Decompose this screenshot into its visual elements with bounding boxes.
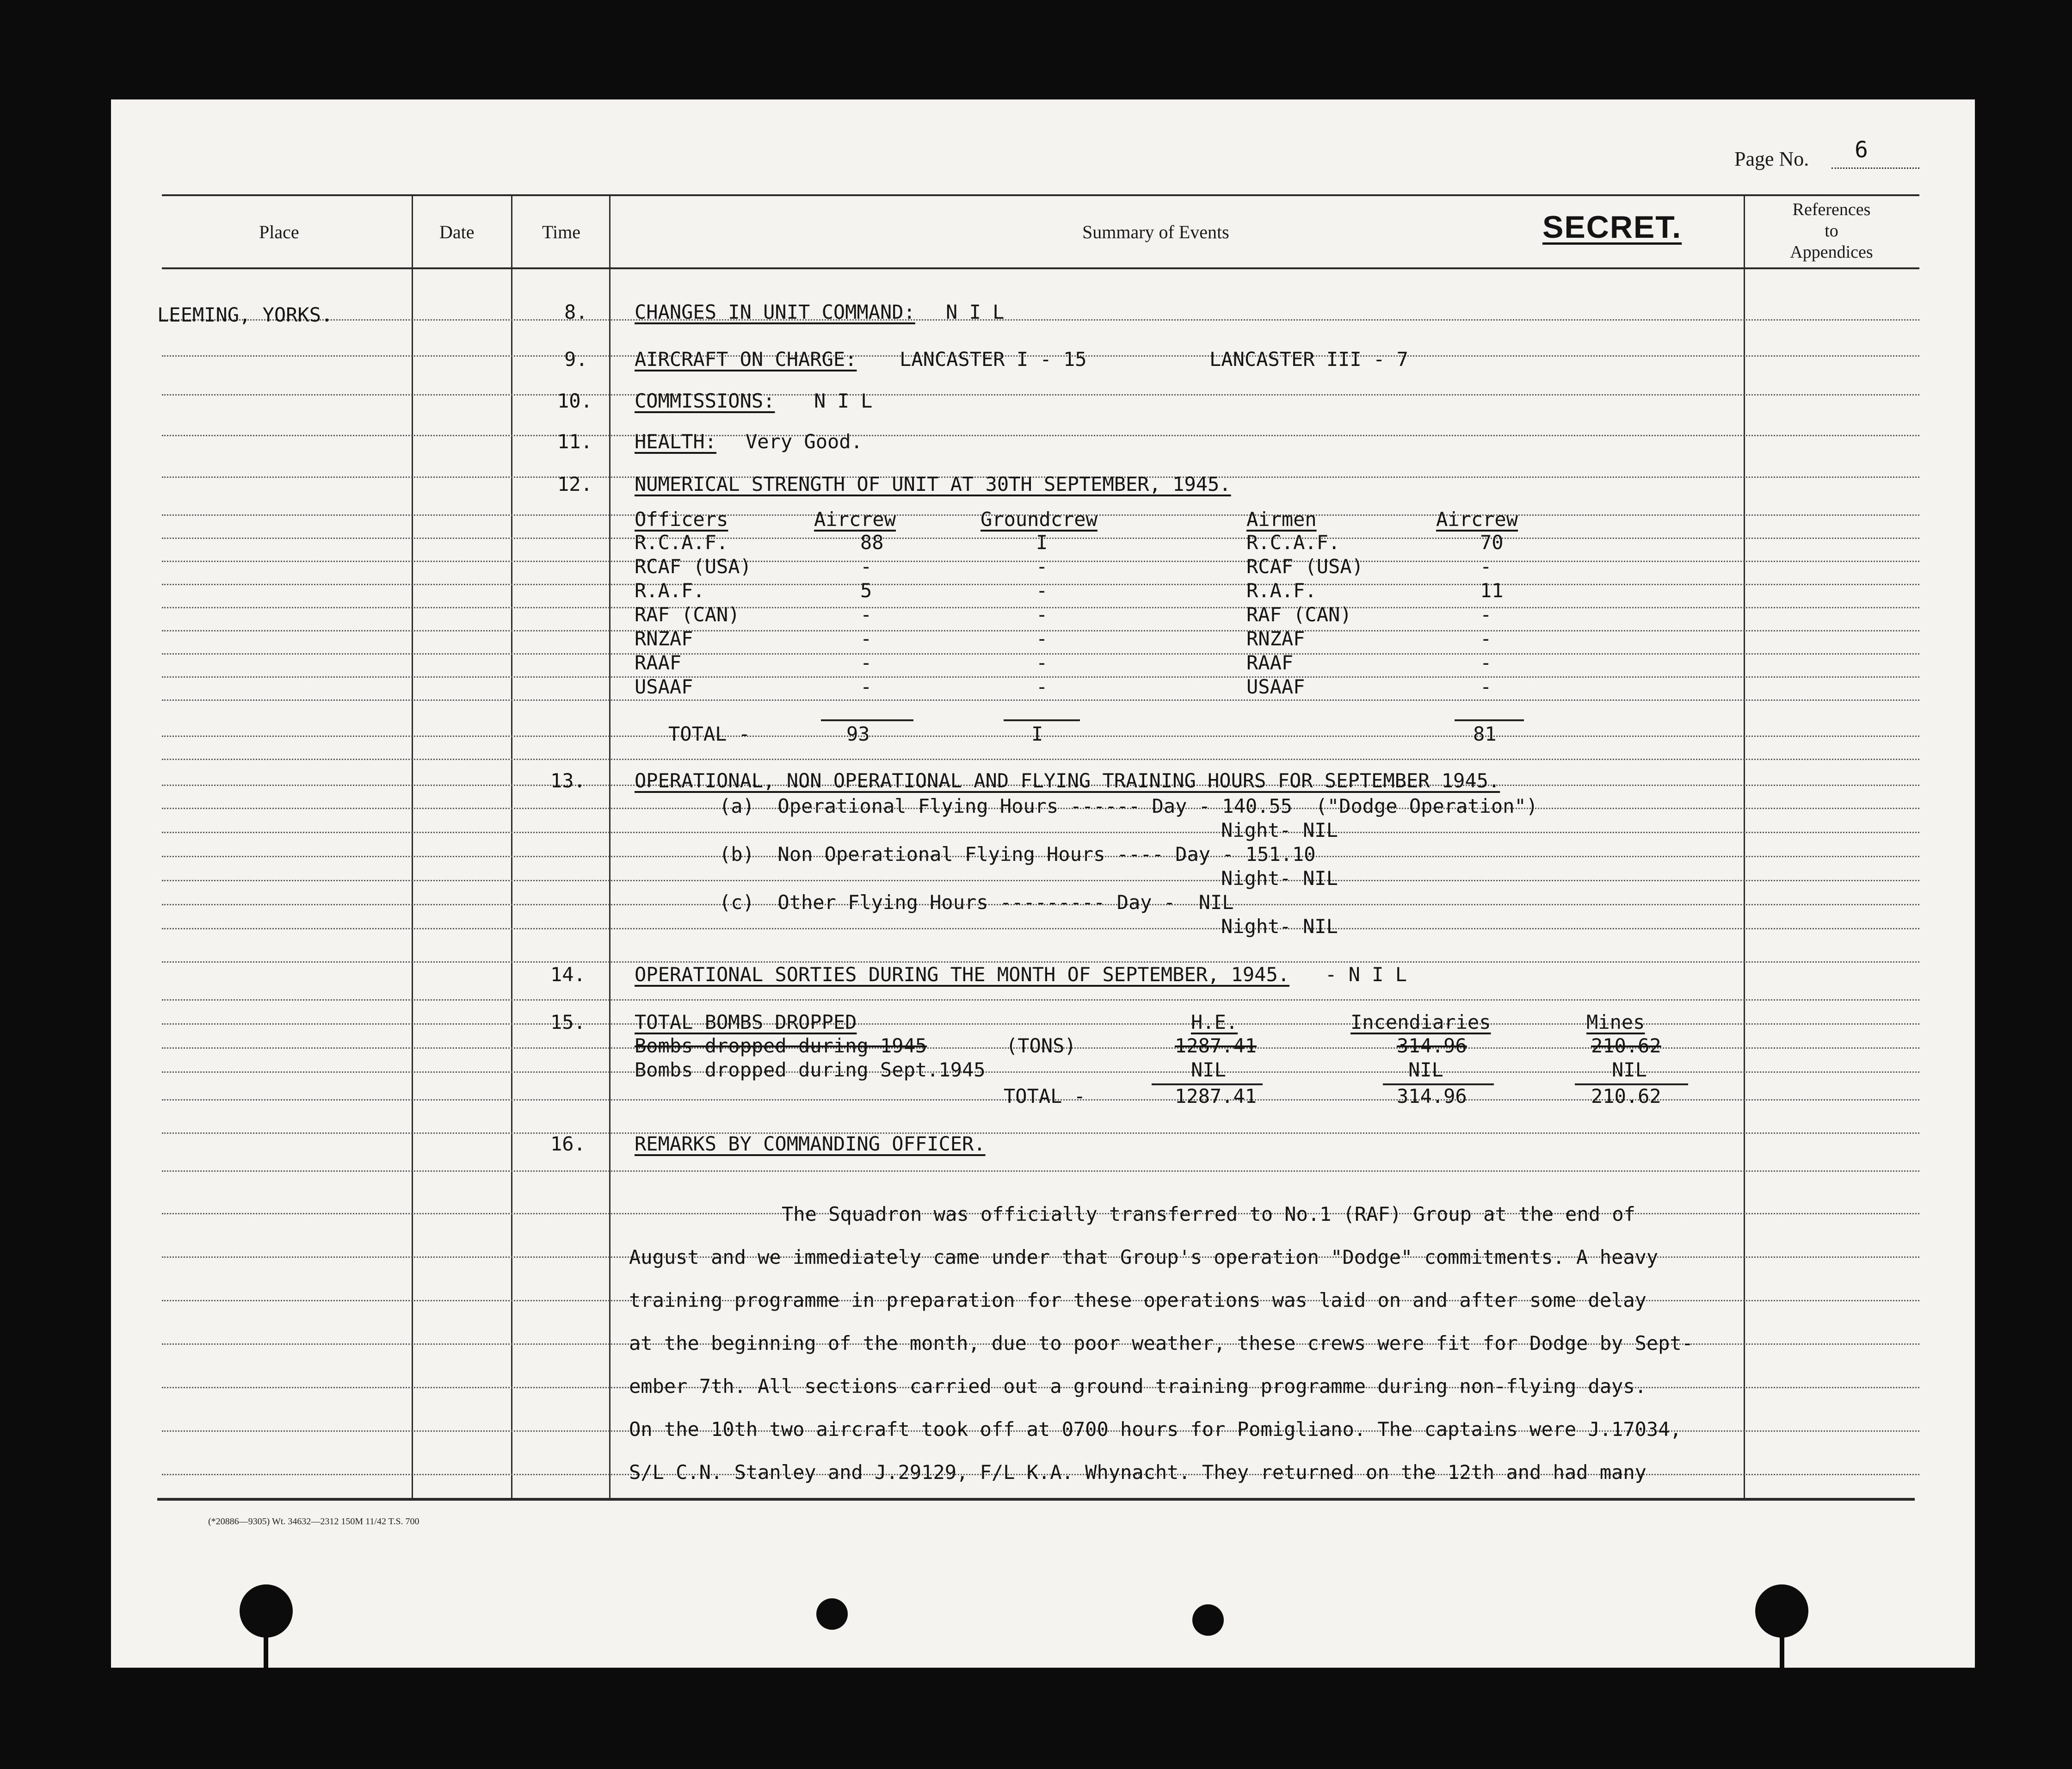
strength-officer-aircrew: 88	[860, 531, 884, 554]
item-9-lancaster-i: LANCASTER I - 15	[900, 348, 1087, 371]
item-number-11: 11.	[557, 430, 592, 453]
header-time: Time	[542, 222, 581, 242]
remarks-line: ember 7th. All sections carried out a ground training programme during non-flying days.	[629, 1375, 1646, 1398]
header-bottom-rule	[162, 267, 1919, 269]
remarks-line: S/L C.N. Stanley and J.29129, F/L K.A. Whynacht. They returned on the 12th and had many	[629, 1461, 1646, 1484]
remarks-line: August and we immediately came under that Group's operation "Dodge" commitments. A heavy	[629, 1246, 1659, 1268]
strength-airmen-branch: R.A.F.	[1246, 579, 1317, 602]
strength-header-aircrew-airmen: Aircrew	[1436, 508, 1518, 531]
strength-officer-groundcrew: -	[1036, 579, 1048, 602]
ruled-line	[162, 1170, 1919, 1172]
strength-officer-branch: RAAF	[635, 651, 682, 674]
remarks-line: The Squadron was officially transferred to No.1 (RAF) Group at the end of	[782, 1203, 1635, 1225]
ruled-line	[162, 961, 1919, 963]
item-14-title: OPERATIONAL SORTIES DURING THE MONTH OF SEPTEMBER, 1945.	[635, 963, 1290, 986]
binder-hole-left	[240, 1584, 293, 1638]
remarks-line: at the beginning of the month, due to poor weather, these crews were fit for Dodge by Sept-	[629, 1332, 1694, 1355]
item-13-a: (a) Operational Flying Hours ------ Day - 140.55 ("Dodge Operation")	[719, 795, 1538, 817]
binder-hole-right	[1755, 1584, 1808, 1638]
ruled-line	[162, 880, 1919, 881]
item-15-title: TOTAL BOMBS DROPPED	[635, 1011, 857, 1033]
strength-officer-aircrew: -	[860, 651, 872, 674]
place-value: LEEMING, YORKS.	[157, 303, 333, 326]
page-number-underline	[1832, 167, 1919, 169]
strength-officer-groundcrew: -	[1036, 603, 1048, 626]
strength-airmen-aircrew: -	[1480, 627, 1492, 650]
item-number-8: 8.	[564, 301, 588, 323]
col-divider-time	[609, 194, 610, 1498]
ruled-line	[162, 1071, 1919, 1073]
strength-officer-aircrew: -	[860, 603, 872, 626]
header-references: References to Appendices	[1790, 200, 1873, 262]
strength-total-groundcrew: I	[1031, 723, 1043, 745]
bombs-tons: (TONS)	[1006, 1034, 1076, 1057]
strength-total-aircrew-airmen: 81	[1473, 723, 1497, 745]
secret-stamp: SECRET.	[1542, 210, 1682, 245]
item-13-b-night: Night- NIL	[1221, 867, 1338, 890]
item-8-value: N I L	[946, 301, 1005, 323]
item-number-13: 13.	[550, 769, 586, 792]
item-13-a-night: Night- NIL	[1221, 819, 1338, 841]
bombs-row-1945-label: Bombs dropped during 1945	[635, 1034, 927, 1057]
strength-officer-aircrew: -	[860, 555, 872, 578]
strength-officer-aircrew: -	[860, 675, 872, 698]
strength-airmen-branch: RNZAF	[1246, 627, 1305, 650]
strength-airmen-aircrew: 70	[1480, 531, 1504, 554]
item-13-c: (c) Other Flying Hours --------- Day - NIL	[719, 891, 1234, 914]
strength-airmen-branch: RAAF	[1246, 651, 1294, 674]
strength-officer-groundcrew: I	[1036, 531, 1048, 554]
strength-header-aircrew: Aircrew	[814, 508, 896, 531]
form-print-code: (*20886—9305) Wt. 34632—2312 150M 11/42 T.S. 700	[208, 1516, 419, 1527]
ruled-line	[162, 1132, 1919, 1134]
bombs-total-he: 1287.41	[1175, 1085, 1257, 1107]
strength-airmen-aircrew: -	[1480, 555, 1492, 578]
header-date: Date	[439, 222, 475, 242]
item-11-title: HEALTH:	[635, 430, 717, 453]
item-9-title: AIRCRAFT ON CHARGE:	[635, 348, 857, 371]
strength-officer-branch: R.A.F.	[635, 579, 705, 602]
strength-header-officers: Officers	[635, 508, 728, 531]
item-13-b: (b) Non Operational Flying Hours ---- Day - 151.10	[719, 843, 1316, 866]
strength-airmen-aircrew: -	[1480, 675, 1492, 698]
ruled-line	[162, 832, 1919, 833]
binder-slot-left	[264, 1633, 268, 1670]
strength-officer-branch: RNZAF	[635, 627, 693, 650]
ruled-line	[162, 759, 1919, 760]
item-9-lancaster-iii: LANCASTER III - 7	[1209, 348, 1408, 371]
strength-officer-groundcrew: -	[1036, 651, 1048, 674]
bombs-row-1945-he: 1287.41	[1175, 1034, 1257, 1057]
strength-airmen-branch: R.C.A.F.	[1246, 531, 1340, 554]
bombs-row-1945-mines: 210.62	[1591, 1034, 1661, 1057]
ruled-line	[162, 699, 1919, 701]
item-number-14: 14.	[550, 963, 586, 986]
strength-total-aircrew: 93	[846, 723, 870, 745]
binder-hole-center-left	[816, 1598, 848, 1630]
item-12-title: NUMERICAL STRENGTH OF UNIT AT 30TH SEPTEMBER, 1945.	[635, 473, 1231, 495]
bombs-total-label: TOTAL -	[1004, 1085, 1086, 1107]
strength-header-groundcrew: Groundcrew	[980, 508, 1098, 531]
col-divider-place	[412, 194, 413, 1498]
table-top-rule	[162, 194, 1919, 196]
strength-officer-aircrew: 5	[860, 579, 872, 602]
item-number-12: 12.	[557, 473, 592, 495]
strength-officer-branch: USAAF	[635, 675, 693, 698]
strength-officer-groundcrew: -	[1036, 555, 1048, 578]
item-number-9: 9.	[564, 348, 588, 371]
strength-airmen-branch: RAF (CAN)	[1246, 603, 1352, 626]
item-8-title: CHANGES IN UNIT COMMAND:	[635, 301, 915, 323]
item-10-value: N I L	[814, 390, 873, 412]
item-13-title: OPERATIONAL, NON OPERATIONAL AND FLYING TRAINING HOURS FOR SEPTEMBER 1945.	[635, 769, 1500, 792]
binder-hole-center-right	[1192, 1604, 1224, 1636]
strength-header-airmen: Airmen	[1246, 508, 1317, 531]
col-divider-date	[511, 194, 512, 1498]
strength-airmen-branch: RCAF (USA)	[1246, 555, 1363, 578]
total-rule-groundcrew	[1004, 719, 1080, 721]
item-16-title: REMARKS BY COMMANDING OFFICER.	[635, 1132, 986, 1155]
strength-airmen-aircrew: -	[1480, 603, 1492, 626]
bombs-total-mines: 210.62	[1591, 1085, 1661, 1107]
bombs-header-incendiaries: Incendiaries	[1350, 1011, 1491, 1033]
bombs-header-he: H.E.	[1191, 1011, 1238, 1033]
item-13-c-night: Night- NIL	[1221, 915, 1338, 938]
header-summary: Summary of Events	[1082, 222, 1229, 242]
header-place: Place	[259, 222, 299, 242]
page-number-value: 6	[1855, 137, 1868, 163]
strength-airmen-branch: USAAF	[1246, 675, 1305, 698]
item-number-16: 16.	[550, 1132, 586, 1155]
item-number-10: 10.	[557, 390, 592, 412]
ruled-line	[162, 435, 1919, 436]
remarks-line: On the 10th two aircraft took off at 0700 hours for Pomigliano. The captains were J.17034,	[629, 1418, 1682, 1441]
bombs-row-sept-he: NIL	[1191, 1058, 1226, 1081]
remarks-line: training programme in preparation for these operations was laid on and after some delay	[629, 1289, 1646, 1311]
item-10-title: COMMISSIONS:	[635, 390, 775, 412]
strength-total-label: TOTAL -	[668, 723, 751, 745]
item-11-value: Very Good.	[746, 430, 863, 453]
bombs-row-sept-mines: NIL	[1612, 1058, 1647, 1081]
strength-officer-branch: RCAF (USA)	[635, 555, 752, 578]
bombs-total-incendiaries: 314.96	[1397, 1085, 1467, 1107]
strength-airmen-aircrew: 11	[1480, 579, 1504, 602]
bombs-row-1945-incendiaries: 314.96	[1397, 1034, 1467, 1057]
ruled-line	[162, 394, 1919, 396]
strength-officer-groundcrew: -	[1036, 627, 1048, 650]
strength-officer-branch: RAF (CAN)	[635, 603, 740, 626]
table-bottom-rule	[157, 1498, 1915, 1501]
item-14-value: - N I L	[1325, 963, 1407, 986]
bombs-header-mines: Mines	[1586, 1011, 1645, 1033]
total-rule-aircrew	[821, 719, 913, 721]
col-divider-refs	[1744, 194, 1745, 1498]
page-number-label: Page No.	[1734, 148, 1809, 170]
strength-officer-aircrew: -	[860, 627, 872, 650]
ruled-line	[162, 1023, 1919, 1025]
bombs-row-sept-label: Bombs dropped during Sept.1945	[635, 1058, 986, 1081]
total-rule-aircrew-airmen	[1455, 719, 1524, 721]
binder-slot-right	[1780, 1633, 1784, 1670]
item-number-15: 15.	[550, 1011, 586, 1033]
strength-officer-groundcrew: -	[1036, 675, 1048, 698]
ruled-line	[162, 319, 1919, 321]
ruled-line	[162, 999, 1919, 1001]
strength-officer-branch: R.C.A.F.	[635, 531, 728, 554]
ruled-line	[162, 928, 1919, 929]
bombs-row-sept-incendiaries: NIL	[1408, 1058, 1443, 1081]
strength-airmen-aircrew: -	[1480, 651, 1492, 674]
